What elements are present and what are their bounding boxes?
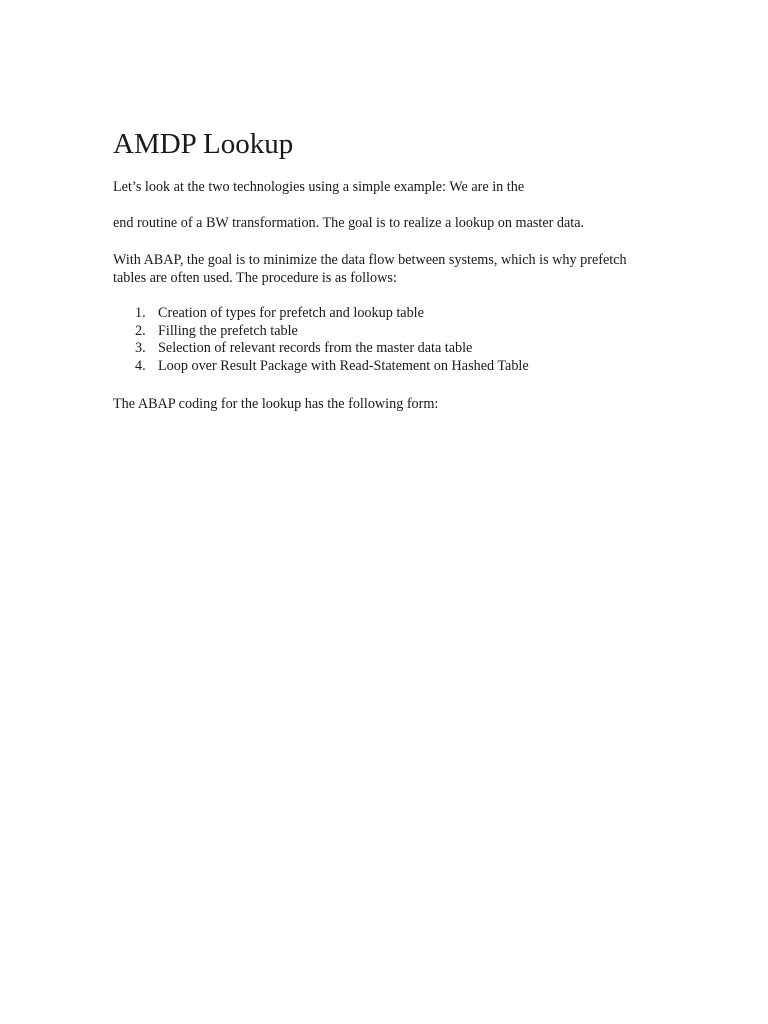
list-item-text: Filling the prefetch table <box>158 322 298 339</box>
list-item <box>113 340 529 358</box>
abap-paragraph: With ABAP, the goal is to minimize the data flow between systems, which is why prefetch tables are often used. The procedure is as follows: <box>113 252 627 286</box>
context-paragraph: end routine of a BW transformation. The goal is to realize a lookup on master data. <box>113 215 585 231</box>
intro-paragraph: Let’s look at the two technologies using a simple example: We are in the <box>113 179 525 195</box>
list-item-number: 2. <box>135 322 146 339</box>
list-item <box>113 323 529 341</box>
list-item <box>113 305 529 323</box>
list-item-number: 3. <box>135 340 146 357</box>
procedure-list <box>113 305 529 375</box>
list-item-text: Selection of relevant records from the master data table <box>158 340 473 357</box>
list-item-text: Loop over Result Package with Read-Statement on Hashed Table <box>158 357 529 374</box>
list-item-number: 4. <box>135 357 146 374</box>
document-title: AMDP Lookup <box>113 128 294 160</box>
list-item <box>113 358 529 376</box>
list-item-number: 1. <box>135 305 146 321</box>
closing-paragraph: The ABAP coding for the lookup has the following form: <box>113 396 439 412</box>
list-item-text: Creation of types for prefetch and lookup table <box>158 305 424 321</box>
